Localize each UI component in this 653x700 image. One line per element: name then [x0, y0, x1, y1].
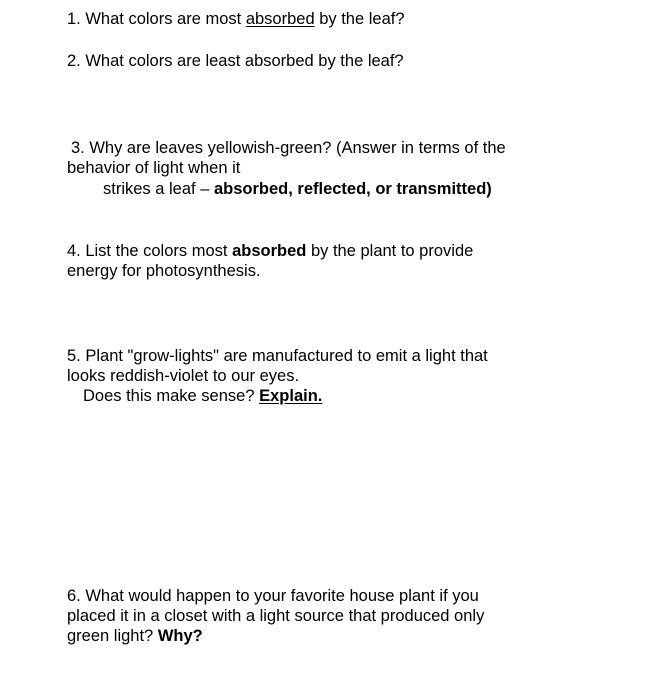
- question-1-underlined-word: absorbed: [245, 10, 315, 28]
- question-6-why-prompt: Why?: [157, 627, 203, 645]
- question-3-text-1: 3. Why are leaves yellowish-green? (Answer in terms of the: [71, 139, 506, 157]
- question-4-text-start: 4. List the colors most: [67, 242, 233, 260]
- question-3-line-2: [67, 158, 240, 178]
- question-5-text-3: Does this make sense?: [83, 387, 260, 405]
- question-5-line-3: [83, 386, 322, 406]
- question-2-text: 2. What colors are least absorbed by the leaf?: [67, 52, 404, 70]
- question-5-line-1: [67, 346, 488, 366]
- question-1: [67, 9, 405, 29]
- question-6-text-1: 6. What would happen to your favorite house plant if you: [67, 587, 479, 605]
- question-5-explain-prompt: Explain.: [259, 387, 323, 405]
- question-3-text-3: strikes a leaf –: [103, 180, 214, 198]
- question-6-line-3: [67, 626, 203, 646]
- question-1-text-end: by the leaf?: [314, 10, 405, 28]
- question-4-text-end: by the plant to provide: [306, 242, 474, 260]
- question-3-text-2: behavior of light when it: [67, 159, 241, 177]
- question-2: [67, 51, 404, 71]
- question-4-line-2: [67, 261, 261, 281]
- question-6-text-2: placed it in a closet with a light source that produced only: [67, 607, 485, 625]
- question-3-bold-answer-terms: absorbed, reflected, or transmitted): [213, 180, 492, 198]
- question-6-text-3: green light?: [67, 627, 158, 645]
- question-5-line-2: [67, 366, 299, 386]
- question-1-text-start: 1. What colors are most: [67, 10, 246, 28]
- question-5-text-2: looks reddish-violet to our eyes.: [67, 367, 300, 385]
- question-3-line-3: [103, 179, 492, 199]
- question-6-line-1: [67, 586, 479, 606]
- question-6-line-2: [67, 606, 484, 626]
- question-5-text-1: 5. Plant "grow-lights" are manufactured to emit a light that: [67, 347, 488, 365]
- question-3-line-1: [71, 138, 506, 158]
- question-4-text-2: energy for photosynthesis.: [67, 262, 261, 280]
- question-4-line-1: [67, 241, 473, 261]
- question-4-bold-word: absorbed: [232, 242, 307, 260]
